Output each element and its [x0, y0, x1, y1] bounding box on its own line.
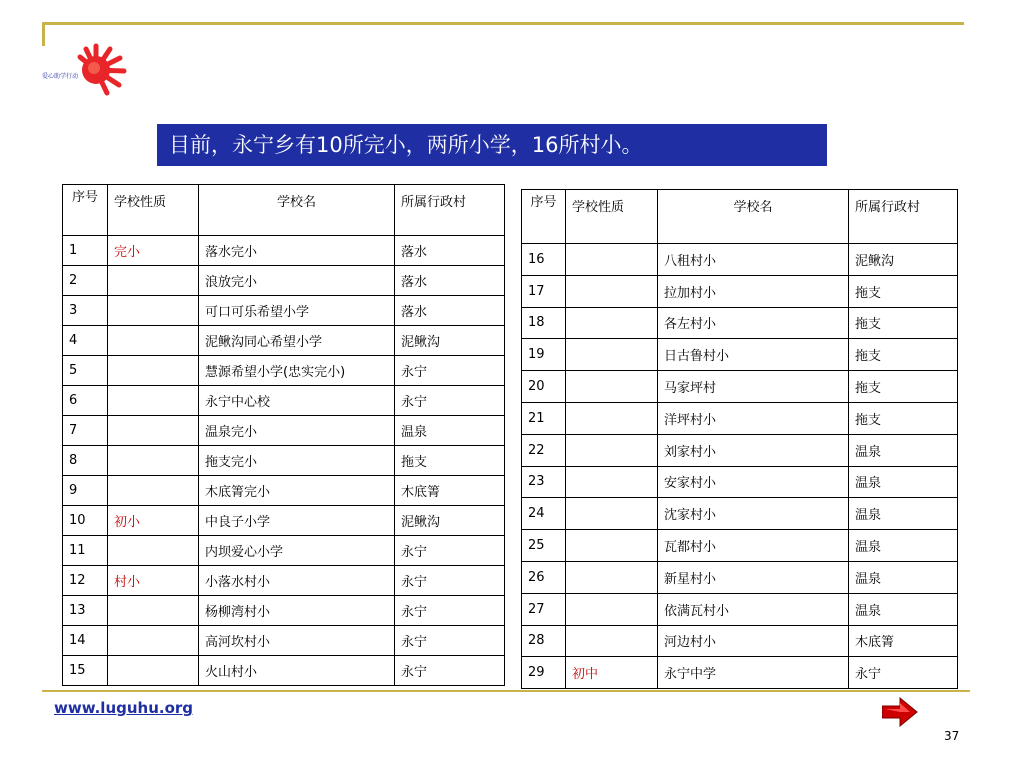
- cell-type: [566, 339, 658, 371]
- cell-type: [566, 466, 658, 498]
- cell-village: 泥鳅沟: [395, 326, 505, 356]
- header-type: 学校性质: [566, 190, 658, 244]
- cell-school-name: 沈家村小: [658, 498, 849, 530]
- cell-school-name: 八租村小: [658, 244, 849, 276]
- school-table-right: [521, 189, 958, 689]
- cell-type: [566, 530, 658, 562]
- cell-school-name: 小落水村小: [199, 566, 395, 596]
- cell-seq: 17: [522, 275, 566, 307]
- cell-type: 村小: [108, 566, 199, 596]
- cell-school-name: 慧源希望小学(忠实完小): [199, 356, 395, 386]
- cell-school-name: 中良子小学: [199, 506, 395, 536]
- cell-school-name: 泥鳅沟同心希望小学: [199, 326, 395, 356]
- table-row: [522, 339, 958, 371]
- cell-type: [108, 656, 199, 686]
- table-row: [522, 466, 958, 498]
- cell-village: 永宁: [395, 566, 505, 596]
- table-row: [63, 596, 505, 626]
- cell-school-name: 浪放完小: [199, 266, 395, 296]
- cell-seq: 29: [522, 657, 566, 689]
- cell-type: [566, 244, 658, 276]
- cell-type: [566, 625, 658, 657]
- summary-banner: 目前，永宁乡有10所完小，两所小学，16所村小。: [157, 124, 827, 166]
- cell-seq: 23: [522, 466, 566, 498]
- cell-type: [108, 356, 199, 386]
- header-type: 学校性质: [108, 185, 199, 236]
- sunflower-logo-icon: [40, 40, 130, 100]
- table-row: [522, 561, 958, 593]
- cell-type: [108, 386, 199, 416]
- cell-village: 拖支: [849, 307, 958, 339]
- cell-school-name: 高河坎村小: [199, 626, 395, 656]
- cell-seq: 24: [522, 498, 566, 530]
- cell-seq: 5: [63, 356, 108, 386]
- cell-village: 温泉: [395, 416, 505, 446]
- cell-type: 完小: [108, 236, 199, 266]
- cell-type: [566, 275, 658, 307]
- cell-seq: 6: [63, 386, 108, 416]
- cell-village: 拖支: [849, 371, 958, 403]
- cell-school-name: 安家村小: [658, 466, 849, 498]
- cell-type: [566, 593, 658, 625]
- header-village: 所属行政村: [395, 185, 505, 236]
- table-row: [522, 530, 958, 562]
- cell-seq: 15: [63, 656, 108, 686]
- cell-school-name: 火山村小: [199, 656, 395, 686]
- cell-village: 永宁: [395, 386, 505, 416]
- cell-village: 温泉: [849, 561, 958, 593]
- cell-type: [108, 296, 199, 326]
- cell-seq: 8: [63, 446, 108, 476]
- cell-seq: 10: [63, 506, 108, 536]
- cell-type: [566, 561, 658, 593]
- cell-type: [108, 476, 199, 506]
- cell-school-name: 马家坪村: [658, 371, 849, 403]
- cell-type: 初中: [566, 657, 658, 689]
- cell-seq: 3: [63, 296, 108, 326]
- cell-school-name: 杨柳湾村小: [199, 596, 395, 626]
- table-row: [522, 402, 958, 434]
- cell-village: 永宁: [395, 596, 505, 626]
- cell-village: 拖支: [849, 402, 958, 434]
- cell-school-name: 永宁中学: [658, 657, 849, 689]
- cell-type: [108, 446, 199, 476]
- cell-seq: 19: [522, 339, 566, 371]
- frame-bottom-line: [42, 690, 970, 692]
- cell-seq: 27: [522, 593, 566, 625]
- cell-type: [566, 307, 658, 339]
- cell-village: 温泉: [849, 530, 958, 562]
- header-seq: 序号: [522, 190, 566, 244]
- table-row: [63, 476, 505, 506]
- cell-village: 永宁: [395, 536, 505, 566]
- table-row: [522, 244, 958, 276]
- cell-seq: 22: [522, 434, 566, 466]
- cell-village: 落水: [395, 236, 505, 266]
- cell-seq: 13: [63, 596, 108, 626]
- cell-school-name: 刘家村小: [658, 434, 849, 466]
- table-row: [63, 566, 505, 596]
- cell-school-name: 可口可乐希望小学: [199, 296, 395, 326]
- frame-top-line: [42, 22, 964, 25]
- cell-school-name: 河边村小: [658, 625, 849, 657]
- cell-type: [108, 626, 199, 656]
- cell-village: 永宁: [395, 626, 505, 656]
- table-row: [522, 657, 958, 689]
- cell-seq: 4: [63, 326, 108, 356]
- table-row: [522, 371, 958, 403]
- cell-type: [108, 266, 199, 296]
- page-number: 37: [944, 729, 960, 743]
- cell-school-name: 木底箐完小: [199, 476, 395, 506]
- cell-school-name: 拉加村小: [658, 275, 849, 307]
- header-name: 学校名: [199, 185, 395, 236]
- table-row: [63, 506, 505, 536]
- cell-school-name: 落水完小: [199, 236, 395, 266]
- cell-type: [566, 434, 658, 466]
- cell-seq: 7: [63, 416, 108, 446]
- table-row: [63, 536, 505, 566]
- cell-school-name: 瓦都村小: [658, 530, 849, 562]
- table-row: [522, 275, 958, 307]
- cell-school-name: 各左村小: [658, 307, 849, 339]
- cell-village: 泥鳅沟: [395, 506, 505, 536]
- cell-type: [566, 498, 658, 530]
- cell-type: 初小: [108, 506, 199, 536]
- table-row: [522, 625, 958, 657]
- cell-school-name: 永宁中心校: [199, 386, 395, 416]
- cell-school-name: 日古鲁村小: [658, 339, 849, 371]
- header-village: 所属行政村: [849, 190, 958, 244]
- cell-type: [108, 326, 199, 356]
- cell-type: [108, 416, 199, 446]
- logo-caption: 爱心助学行动: [42, 73, 79, 80]
- cell-seq: 26: [522, 561, 566, 593]
- cell-seq: 28: [522, 625, 566, 657]
- cell-village: 落水: [395, 266, 505, 296]
- cell-school-name: 内坝爱心小学: [199, 536, 395, 566]
- table-row: [63, 356, 505, 386]
- table-row: [522, 498, 958, 530]
- cell-seq: 14: [63, 626, 108, 656]
- cell-village: 木底箐: [395, 476, 505, 506]
- cell-seq: 1: [63, 236, 108, 266]
- cell-village: 温泉: [849, 466, 958, 498]
- cell-seq: 21: [522, 402, 566, 434]
- table-row: [522, 434, 958, 466]
- cell-village: 永宁: [395, 356, 505, 386]
- cell-type: [108, 596, 199, 626]
- cell-type: [108, 536, 199, 566]
- cell-village: 拖支: [849, 275, 958, 307]
- table-row: [63, 386, 505, 416]
- school-table-left: [62, 184, 505, 686]
- table-row: [63, 626, 505, 656]
- cell-type: [566, 402, 658, 434]
- cell-village: 永宁: [849, 657, 958, 689]
- cell-village: 拖支: [395, 446, 505, 476]
- table-row: [522, 307, 958, 339]
- cell-school-name: 拖支完小: [199, 446, 395, 476]
- cell-type: [566, 371, 658, 403]
- cell-village: 温泉: [849, 498, 958, 530]
- cell-seq: 11: [63, 536, 108, 566]
- cell-school-name: 新星村小: [658, 561, 849, 593]
- next-arrow-icon[interactable]: [882, 697, 918, 727]
- table-header-row: [522, 190, 958, 244]
- table-header-row: [63, 185, 505, 236]
- table-row: [63, 236, 505, 266]
- website-link[interactable]: www.luguhu.org: [54, 699, 194, 717]
- cell-village: 拖支: [849, 339, 958, 371]
- cell-village: 泥鳅沟: [849, 244, 958, 276]
- table-row: [522, 593, 958, 625]
- cell-village: 落水: [395, 296, 505, 326]
- cell-village: 永宁: [395, 656, 505, 686]
- cell-seq: 9: [63, 476, 108, 506]
- table-row: [63, 656, 505, 686]
- header-seq: 序号: [63, 185, 108, 236]
- cell-school-name: 洋坪村小: [658, 402, 849, 434]
- cell-seq: 25: [522, 530, 566, 562]
- cell-village: 温泉: [849, 593, 958, 625]
- table-row: [63, 326, 505, 356]
- cell-village: 木底箐: [849, 625, 958, 657]
- cell-school-name: 依满瓦村小: [658, 593, 849, 625]
- cell-village: 温泉: [849, 434, 958, 466]
- table-row: [63, 266, 505, 296]
- cell-seq: 20: [522, 371, 566, 403]
- table-row: [63, 446, 505, 476]
- cell-seq: 16: [522, 244, 566, 276]
- cell-school-name: 温泉完小: [199, 416, 395, 446]
- header-name: 学校名: [658, 190, 849, 244]
- cell-seq: 12: [63, 566, 108, 596]
- table-row: [63, 296, 505, 326]
- cell-seq: 18: [522, 307, 566, 339]
- cell-seq: 2: [63, 266, 108, 296]
- table-row: [63, 416, 505, 446]
